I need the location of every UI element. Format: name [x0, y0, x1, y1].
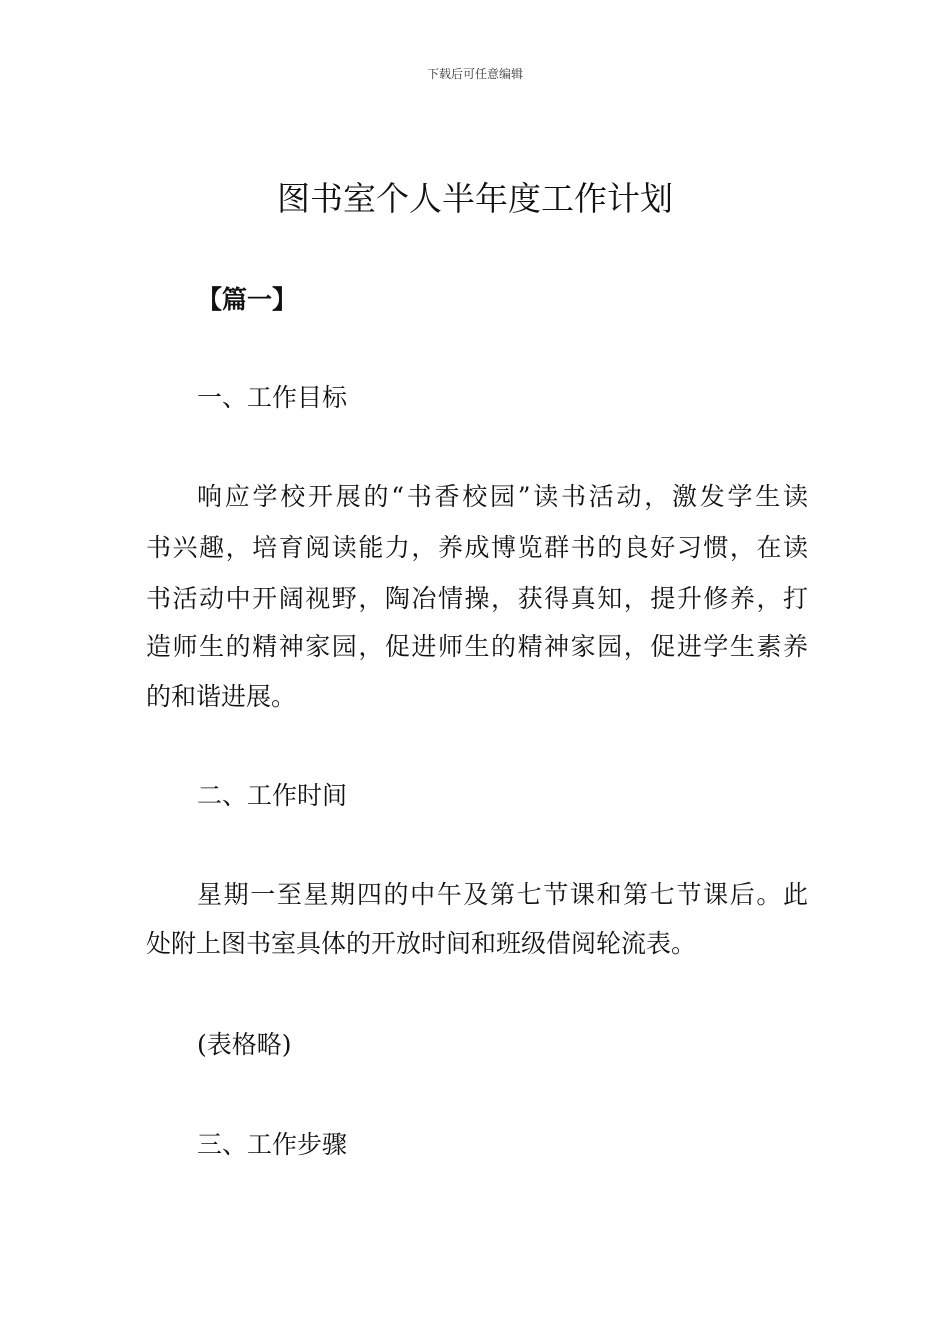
paragraph-line: 书兴趣，培育阅读能力，养成博览群书的良好习惯，在读: [146, 533, 808, 562]
paragraph-line: 处附上图书室具体的开放时间和班级借阅轮流表。: [146, 929, 697, 958]
paragraph-line: 响应学校开展的“书香校园”读书活动，激发学生读: [197, 482, 808, 511]
paragraph-line: 的和谐进展。: [146, 682, 297, 711]
paragraph-line: 星期一至星期四的中午及第七节课和第七节课后。此: [197, 880, 808, 909]
section-heading-goals: 一、工作目标: [197, 383, 348, 412]
document-title: 图书室个人半年度工作计划: [277, 179, 673, 218]
paragraph-line: 书活动中开阔视野，陶冶情操，获得真知，提升修养，打: [146, 584, 808, 613]
header-note: 下载后可任意编辑: [426, 67, 523, 81]
section-heading-time: 二、工作时间: [197, 781, 348, 810]
table-note: (表格略): [197, 1030, 292, 1059]
part-label: 【篇一】: [197, 285, 298, 314]
paragraph-line: 造师生的精神家园，促进师生的精神家园，促进学生素养: [146, 632, 808, 661]
section-heading-steps: 三、工作步骤: [197, 1130, 348, 1159]
